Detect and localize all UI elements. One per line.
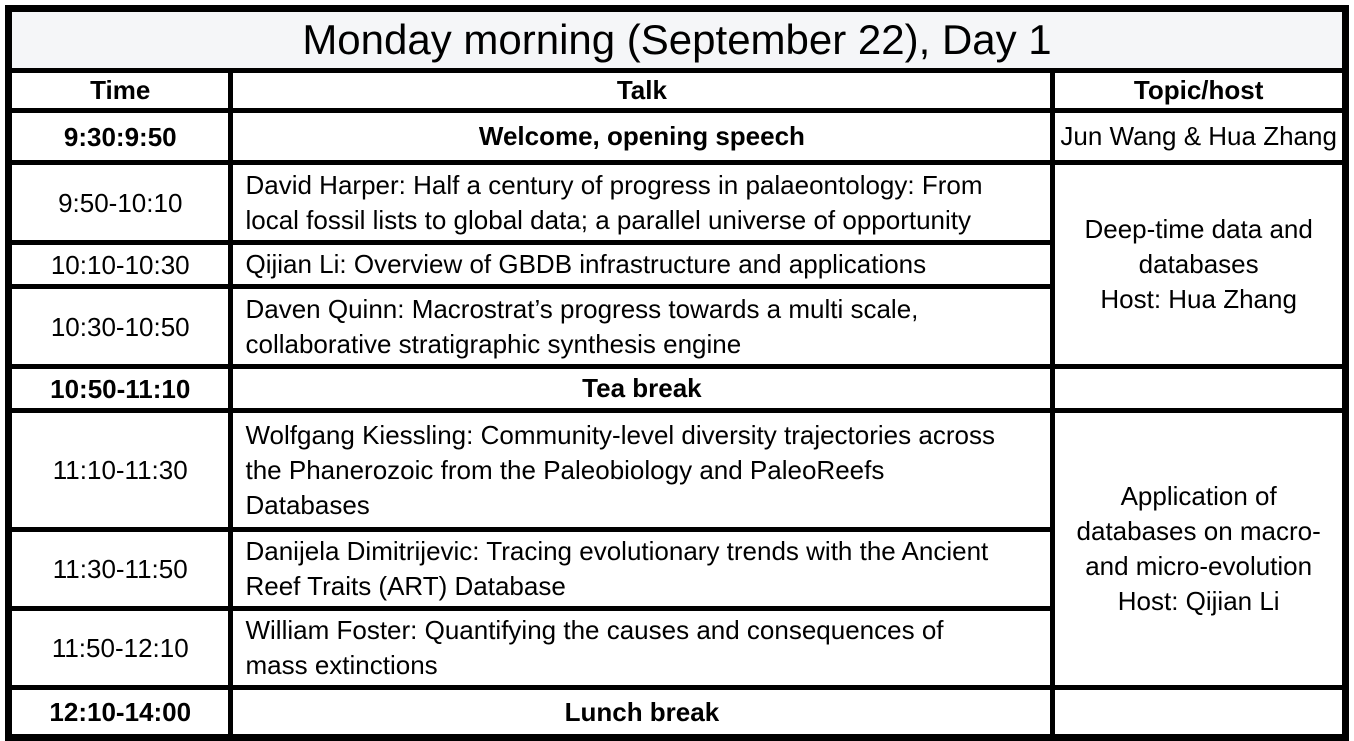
column-header-time: Time (9, 71, 231, 111)
talk-cell-dimitrijevic: Danijela Dimitrijevic: Tracing evolutionary trends with the Ancient Reef Traits (ART) Database (231, 530, 1053, 609)
schedule-table (5, 5, 1349, 741)
talk-cell-foster: William Foster: Quantifying the causes and consequences of mass extinctions (231, 609, 1053, 688)
session-topic: Deep-time data and databases (1084, 214, 1313, 279)
session-cell-deep-time (1053, 163, 1346, 367)
table-row (9, 411, 1346, 530)
time-cell: 11:30-11:50 (9, 530, 231, 609)
table-row (9, 688, 1346, 738)
talk-cell-lunch-break: Lunch break (231, 688, 1053, 738)
topic-empty-cell (1053, 688, 1346, 738)
time-cell: 12:10-14:00 (9, 688, 231, 738)
session-host: Host: Hua Zhang (1100, 284, 1297, 314)
table-row (9, 111, 1346, 163)
time-cell: 11:50-12:10 (9, 609, 231, 688)
time-cell: 9:50-10:10 (9, 163, 231, 243)
session-cell-application (1053, 411, 1346, 688)
column-header-talk: Talk (231, 71, 1053, 111)
session-topic: Application of databases on macro- and micro-evolution (1076, 481, 1321, 581)
topic-empty-cell (1053, 367, 1346, 411)
page-title: Monday morning (September 22), Day 1 (9, 9, 1346, 71)
time-cell: 10:10-10:30 (9, 243, 231, 287)
talk-cell-harper: David Harper: Half a century of progress in palaeontology: From local fossil lists to global data; a parallel universe of opportunity (231, 163, 1053, 243)
session-host: Host: Qijian Li (1117, 586, 1280, 616)
talk-cell-kiessling: Wolfgang Kiessling: Community-level diversity trajectories across the Phanerozoic from the Paleobiology and PaleoReefs Databases (231, 411, 1053, 530)
talk-cell-welcome: Welcome, opening speech (231, 111, 1053, 163)
talk-cell-quinn: Daven Quinn: Macrostrat’s progress towards a multi scale, collaborative stratigraphic synthesis engine (231, 287, 1053, 367)
time-cell: 9:30:9:50 (9, 111, 231, 163)
table-row (9, 163, 1346, 243)
column-header-topic: Topic/host (1053, 71, 1346, 111)
talk-cell-li: Qijian Li: Overview of GBDB infrastructure and applications (231, 243, 1053, 287)
time-cell: 10:30-10:50 (9, 287, 231, 367)
time-cell: 11:10-11:30 (9, 411, 231, 530)
host-cell-opening: Jun Wang & Hua Zhang (1053, 111, 1346, 163)
table-row (9, 367, 1346, 411)
talk-cell-tea-break: Tea break (231, 367, 1053, 411)
time-cell: 10:50-11:10 (9, 367, 231, 411)
